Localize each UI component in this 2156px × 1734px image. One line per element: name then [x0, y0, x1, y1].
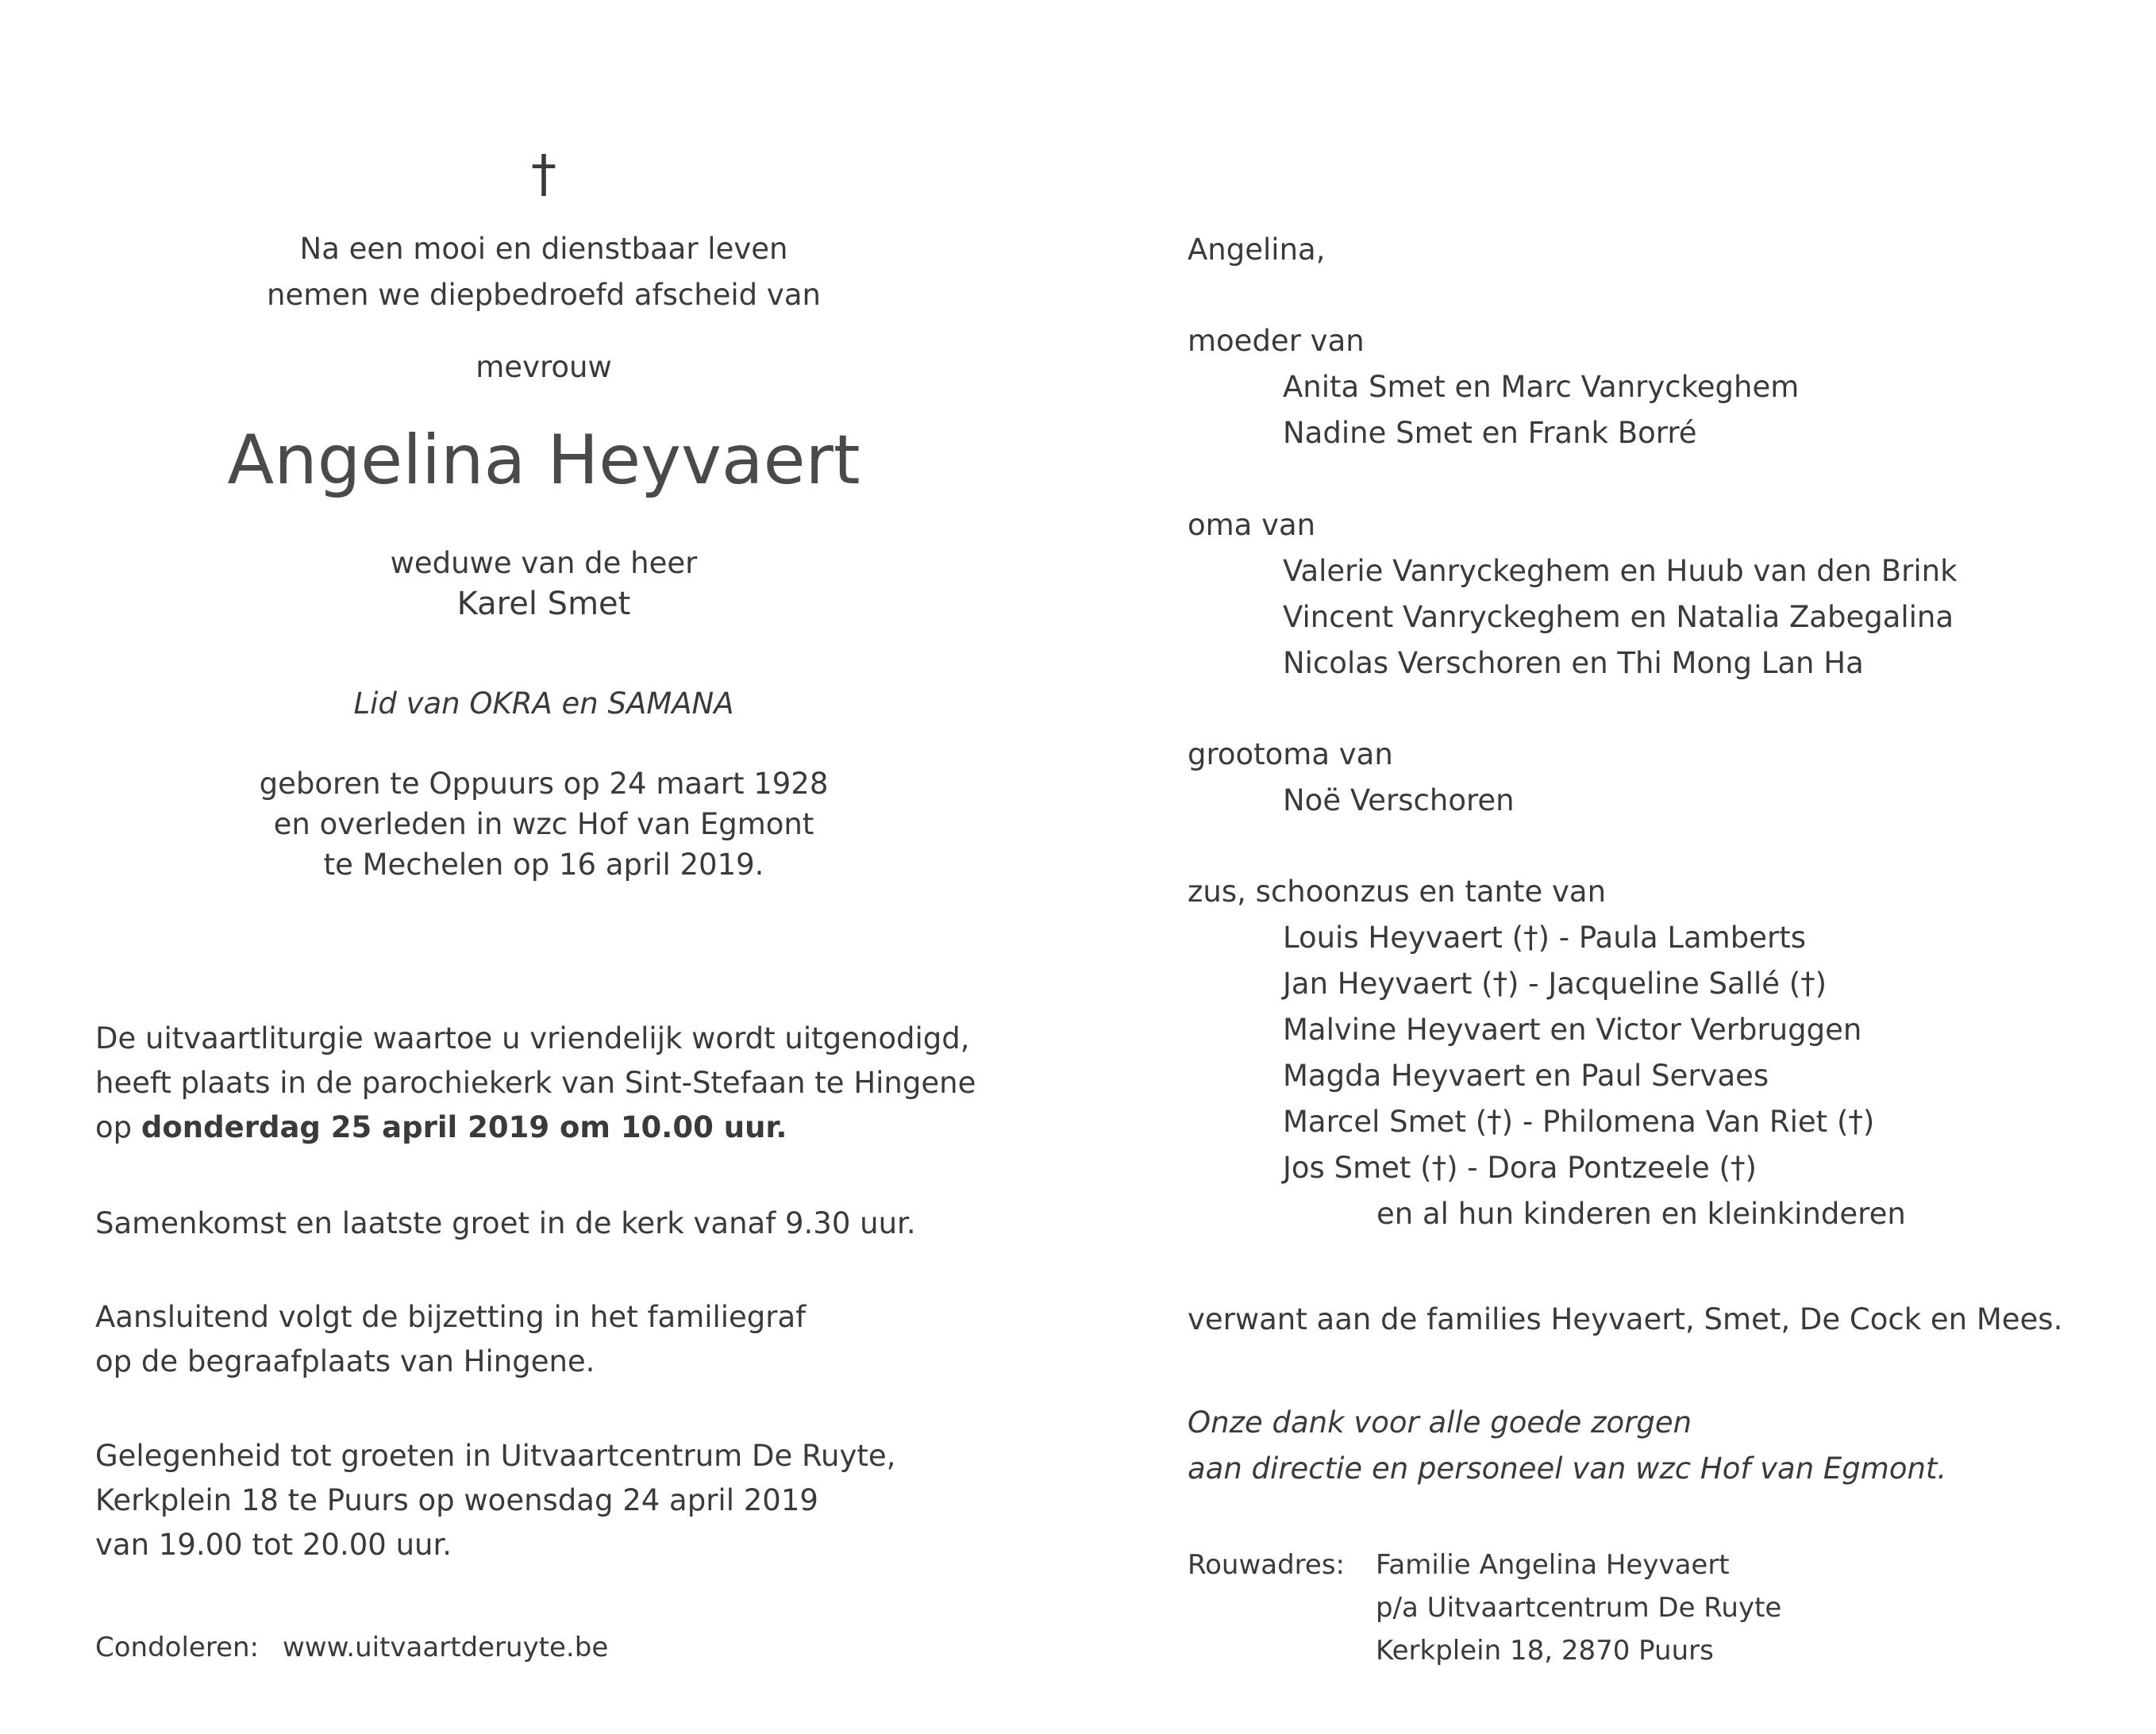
visitation-line: Kerkplein 18 te Puurs op woensdag 24 april 2019 [95, 1483, 818, 1517]
siblings-closing: en al hun kinderen en kleinkinderen [1376, 1197, 1906, 1231]
burial-line: Aansluitend volgt de bijzetting in het familiegraf [95, 1300, 807, 1334]
grandchildren-section [1188, 502, 1958, 686]
liturgy-line: De uitvaartliturgie waartoe u vriendelijk wordt uitgenodigd, [95, 1021, 970, 1055]
cross-icon: † [531, 145, 556, 204]
visitation-line: Gelegenheid tot groeten in Uitvaartcentrum De Ruyte, [95, 1439, 896, 1473]
birth-death-text [0, 763, 1088, 885]
condolences-link[interactable]: www.uitvaartderuyte.be [283, 1632, 609, 1663]
section-heading: moeder van [1188, 324, 1365, 358]
address-line: Familie Angelina Heyvaert [1376, 1549, 1730, 1581]
deceased-name: Angelina Heyvaert [227, 421, 860, 500]
membership-text: Lid van OKRA en SAMANA [353, 686, 734, 721]
birth-death-line: te Mechelen op 16 april 2019. [323, 848, 764, 882]
condolences-line [95, 1626, 608, 1669]
section-heading: oma van [1188, 508, 1316, 542]
visitation-paragraph [95, 1434, 895, 1567]
address-label: Rouwadres: [1188, 1549, 1345, 1581]
family-member: Louis Heyvaert (†) - Paula Lamberts [1283, 921, 1806, 955]
family-member: Nadine Smet en Frank Borré [1283, 416, 1697, 450]
birth-death-line: geboren te Oppuurs op 24 maart 1928 [259, 767, 829, 801]
spouse-intro: weduwe van de heer [390, 546, 698, 580]
section-heading: zus, schoonzus en tante van [1188, 875, 1607, 909]
related-families: verwant aan de families Heyvaert, Smet, De Cock en Mees. [1188, 1302, 2063, 1336]
family-member: Anita Smet en Marc Vanryckeghem [1283, 370, 1800, 404]
liturgy-line [95, 1105, 976, 1150]
thanks-line: Onze dank voor alle goede zorgen [1188, 1405, 1692, 1440]
thanks-paragraph [1188, 1400, 1946, 1492]
intro-line: nemen we diepbedroefd afscheid van [267, 278, 821, 312]
address-line: Kerkplein 18, 2870 Puurs [1376, 1635, 1714, 1667]
gathering-text: Samenkomst en laatste groet in de kerk vanaf 9.30 uur. [95, 1206, 916, 1240]
family-member: Jan Heyvaert (†) - Jacqueline Sallé (†) [1283, 967, 1827, 1001]
siblings-section [1188, 869, 1906, 1237]
family-member: Noë Verschoren [1283, 783, 1515, 817]
children-section [1188, 318, 1799, 456]
great-grandchildren-section [1188, 732, 1515, 824]
family-member: Valerie Vanryckeghem en Huub van den Brink [1283, 554, 1958, 588]
family-member: Marcel Smet (†) - Philomena Van Riet (†) [1283, 1105, 1875, 1139]
family-member: Magda Heyvaert en Paul Servaes [1283, 1059, 1769, 1093]
family-member: Vincent Vanryckeghem en Natalia Zabegalina [1283, 600, 1954, 634]
section-heading: grootoma van [1188, 737, 1393, 771]
title-word: mevrouw [475, 350, 612, 384]
spouse-name: Karel Smet [456, 586, 631, 622]
greeting: Angelina, [1188, 233, 1326, 267]
family-member: Jos Smet (†) - Dora Pontzeele (†) [1283, 1151, 1757, 1185]
burial-paragraph [95, 1295, 806, 1384]
mourning-address [1188, 1544, 1781, 1672]
condolences-label: Condoleren: [95, 1632, 259, 1663]
liturgy-line: heeft plaats in de parochiekerk van Sint-Stefaan te Hingene [95, 1066, 976, 1100]
liturgy-prefix: op [95, 1110, 141, 1144]
thanks-line: aan directie en personeel van wzc Hof van Egmont. [1188, 1451, 1947, 1486]
liturgy-paragraph [95, 1017, 976, 1150]
address-line: p/a Uitvaartcentrum De Ruyte [1376, 1592, 1782, 1624]
intro-line: Na een mooi en dienstbaar leven [299, 232, 788, 266]
visitation-line: van 19.00 tot 20.00 uur. [95, 1528, 452, 1562]
burial-line: op de begraafplaats van Hingene. [95, 1344, 595, 1378]
intro-text [0, 226, 1088, 318]
family-member: Malvine Heyvaert en Victor Verbruggen [1283, 1013, 1862, 1047]
address-lines [1376, 1544, 1781, 1672]
family-member: Nicolas Verschoren en Thi Mong Lan Ha [1283, 646, 1864, 680]
liturgy-datetime: donderdag 25 april 2019 om 10.00 uur. [141, 1110, 787, 1144]
birth-death-line: en overleden in wzc Hof van Egmont [273, 807, 814, 841]
